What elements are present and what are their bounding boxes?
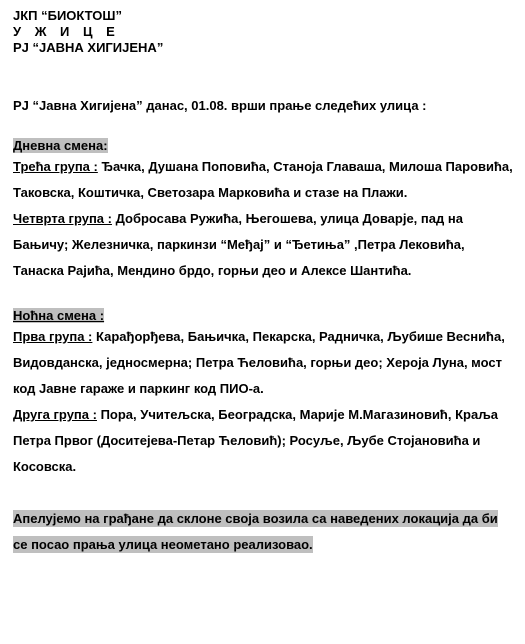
night-shift-title: Ноћна смена : — [13, 308, 105, 323]
day-group3-paragraph — [13, 154, 513, 206]
day-group4-text: Добросава Ружића, Његошева, улица Доварје, пад на Бањичу; Железничка, паркинзи “Међај” и “Ђетиња” ,Петра Лековића, Танаска Рајића, Мендино брдо, горњи део и Алексе Шантића. — [13, 211, 465, 278]
day-group3-text: Ђачка, Душана Поповића, Станоја Главаша, Милоша Паровића, Таковска, Коштичка, Светозара Марковића и стазе на Плажи. — [13, 159, 513, 200]
city-name: У Ж И Ц Е — [13, 24, 120, 39]
night-group1-paragraph — [13, 324, 513, 402]
night-group2-text: Пора, Учитељска, Београдска, Марије М.Магазиновић, Краља Петра Првог (Доситејева-Петар Ћеловић); Росуље, Љубе Стојановића и Косовска. — [13, 407, 499, 474]
document-page — [13, 8, 513, 558]
day-shift-title: Дневна смена: — [13, 138, 108, 153]
unit-name: РЈ “ЈАВНА ХИГИЈЕНА” — [13, 40, 164, 55]
appeal-paragraph — [13, 506, 513, 558]
day-group4-paragraph — [13, 206, 513, 284]
day-shift-section — [13, 138, 513, 154]
day-group3-label: Трећа група : — [13, 159, 98, 174]
night-group1-label: Прва група : — [13, 329, 93, 344]
night-shift-section — [13, 308, 513, 324]
intro-text: РЈ “Јавна Хигијена” данас, 01.08. врши прање следећих улица : — [13, 98, 427, 113]
night-group1-text: Карађорђева, Бањичка, Пекарска, Радничка, Љубише Веснића, Видовданска, једносмерна; Петра Ћеловића, горњи део; Хероја Луна, мост код Јавне гараже и паркинг код ПИО-а. — [13, 329, 505, 396]
night-group2-paragraph — [13, 402, 513, 480]
night-group2-label: Друга група : — [13, 407, 97, 422]
appeal-text: Апелујемо на грађане да склоне своја возила са наведених локација да би се посао прања улица неометано реализовао. — [13, 511, 498, 552]
company-name: ЈКП “БИОКТОШ” — [13, 8, 122, 23]
day-group4-label: Четврта група : — [13, 211, 112, 226]
